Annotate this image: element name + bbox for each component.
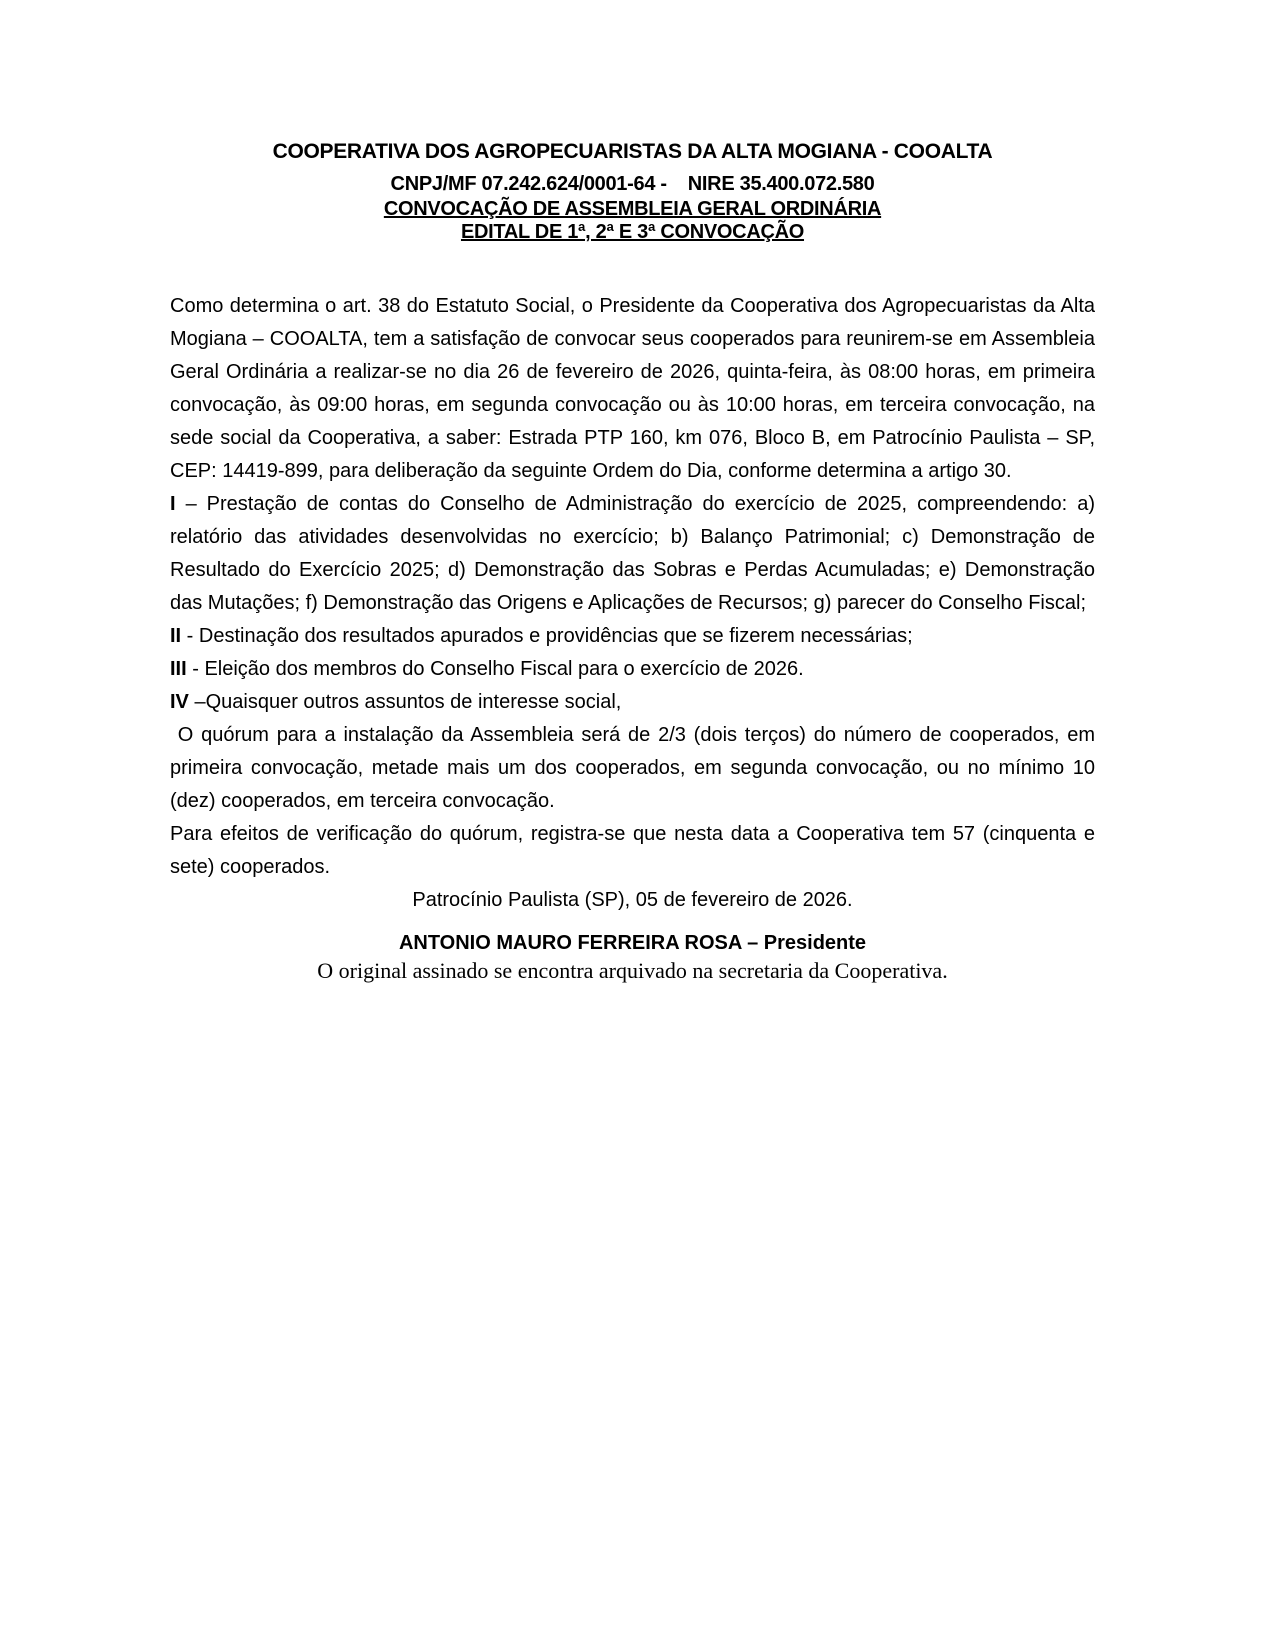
registration-line: CNPJ/MF 07.242.624/0001-64 - NIRE 35.400.072.580 [390, 173, 875, 195]
item-2-numeral: II [170, 625, 182, 647]
document-body [170, 290, 1101, 985]
call-title: CONVOCAÇÃO DE ASSEMBLEIA GERAL ORDINÁRIA [383, 198, 882, 220]
paragraph-quorum: O quórum para a instalação da Assembleia será de 2/3 (dois terços) do número de cooperados, em primeira convocação, metade mais um dos cooperados, em segunda convocação, ou no mínimo 10 (dez) cooperados, em terceira convocação. [170, 724, 1101, 812]
item-1-text: – Prestação de contas do Conselho de Administração do exercício de 2025, compreendendo: a) relatório das atividades desenvolvidas no exercício; b) Balanço Patrimonial; c) Demonstração de Resultado do Exercício 2025; d) Demonstração das Sobras e Perdas Acumuladas; e) Demonstração das Mutações; f) Demonstração das Origens e Aplicações de Recursos; g) parecer do Conselho Fiscal; [170, 493, 1095, 614]
item-2-text: - Destinação dos resultados apurados e providências que se fizerem necessárias; [181, 625, 913, 647]
item-4-text: –Quaisquer outros assuntos de interesse social, [188, 691, 622, 713]
item-4-numeral: IV [170, 691, 189, 713]
document [170, 138, 1101, 985]
document-header [170, 138, 1095, 244]
call-subtitle: EDITAL DE 1ª, 2ª E 3ª CONVOCAÇÃO [460, 221, 805, 243]
date-line: Patrocínio Paulista (SP), 05 de fevereiro de 2026. [412, 889, 853, 911]
paragraph-verification: Para efeitos de verificação do quórum, registra-se que nesta data a Cooperativa tem 57 (cinquenta e sete) cooperados. [170, 823, 1095, 878]
agenda-item-2 [170, 620, 1095, 653]
agenda-item-4 [170, 686, 1095, 719]
item-3-text: - Eleição dos membros do Conselho Fiscal para o exercício de 2026. [186, 658, 804, 680]
agenda-item-1 [170, 488, 1095, 620]
archive-note: O original assinado se encontra arquivado na secretaria da Cooperativa. [317, 958, 948, 983]
paragraph-intro: Como determina o art. 38 do Estatuto Social, o Presidente da Cooperativa dos Agropecuaristas da Alta Mogiana – COOALTA, tem a satisfação de convocar seus cooperados para reunirem-se em Assembleia Geral Ordinária a realizar-se no dia 26 de fevereiro de 2026, quinta-feira, às 08:00 horas, em primeira convocação, às 09:00 horas, em segunda convocação ou às 10:00 horas, em terceira convocação, na sede social da Cooperativa, a saber: Estrada PTP 160, km 076, Bloco B, em Patrocínio Paulista – SP, CEP: 14419-899, para deliberação da seguinte Ordem do Dia, conforme determina a artigo 30. [170, 295, 1095, 482]
cooperative-title: COOPERATIVA DOS AGROPECUARISTAS DA ALTA MOGIANA - COOALTA [272, 140, 993, 163]
item-3-numeral: III [170, 658, 187, 680]
agenda-item-3 [170, 653, 1095, 686]
item-1-numeral: I [170, 493, 176, 515]
signature-name: ANTONIO MAURO FERREIRA ROSA – Presidente [398, 932, 867, 954]
